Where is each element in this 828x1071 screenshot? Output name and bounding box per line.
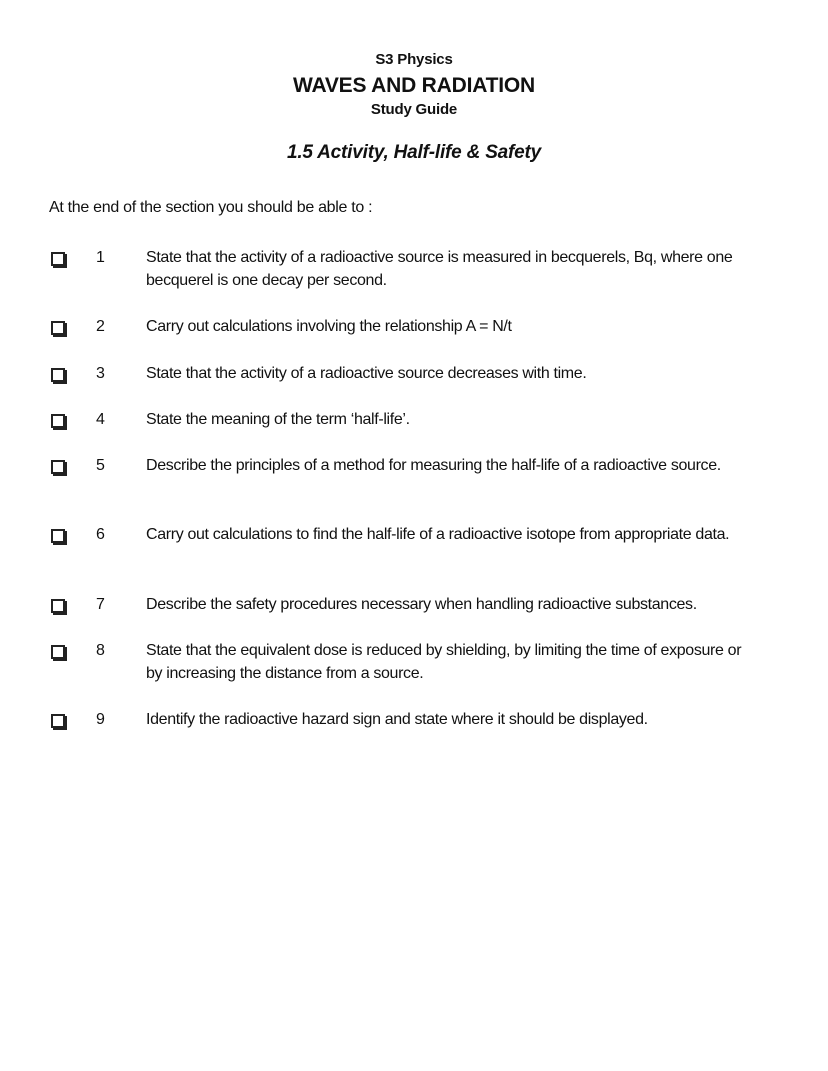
objective-text: State that the equivalent dose is reduced by shielding, by limiting the time of exposure or by increasing the distance from a source. — [146, 642, 742, 682]
objective-text: State that the activity of a radioactive source is measured in becquerels, Bq, where one becquerel is one decay per second. — [146, 249, 733, 289]
objective-text: State that the activity of a radioactive source decreases with time. — [146, 365, 587, 382]
checkbox-icon[interactable] — [51, 252, 65, 266]
objective-number: 1 — [96, 249, 105, 266]
intro-text: At the end of the section you should be able to : — [49, 199, 373, 216]
checkbox-icon[interactable] — [51, 529, 65, 543]
objective-text: Carry out calculations to find the half-life of a radioactive isotope from appropriate data. — [146, 526, 730, 543]
checkbox-icon[interactable] — [51, 460, 65, 474]
objective-text: State the meaning of the term ‘half-life’. — [146, 411, 410, 428]
objective-number: 4 — [96, 411, 105, 428]
checkbox-icon[interactable] — [51, 645, 65, 659]
section-title: 1.5 Activity, Half-life & Safety — [286, 142, 542, 163]
objective-text: Carry out calculations involving the relationship A = N/t — [146, 318, 512, 335]
objective-number: 5 — [96, 457, 105, 474]
checkbox-icon[interactable] — [51, 321, 65, 335]
checkbox-icon[interactable] — [51, 414, 65, 428]
objective-text: Describe the safety procedures necessary when handling radioactive substances. — [146, 596, 697, 613]
document-title: WAVES AND RADIATION — [293, 74, 535, 97]
checkbox-icon[interactable] — [51, 714, 65, 728]
objective-number: 7 — [96, 596, 105, 613]
checkbox-icon[interactable] — [51, 599, 65, 613]
objective-number: 9 — [96, 711, 105, 728]
checkbox-icon[interactable] — [51, 368, 65, 382]
objective-text: Identify the radioactive hazard sign and state where it should be displayed. — [146, 711, 648, 728]
objective-text: Describe the principles of a method for measuring the half-life of a radioactive source. — [146, 457, 721, 474]
objective-number: 3 — [96, 365, 105, 382]
document-header — [0, 50, 828, 166]
objective-number: 6 — [96, 526, 105, 543]
course-name: S3 Physics — [375, 51, 453, 68]
document-subtitle: Study Guide — [370, 101, 458, 118]
objective-number: 8 — [96, 642, 105, 659]
objective-number: 2 — [96, 318, 105, 335]
